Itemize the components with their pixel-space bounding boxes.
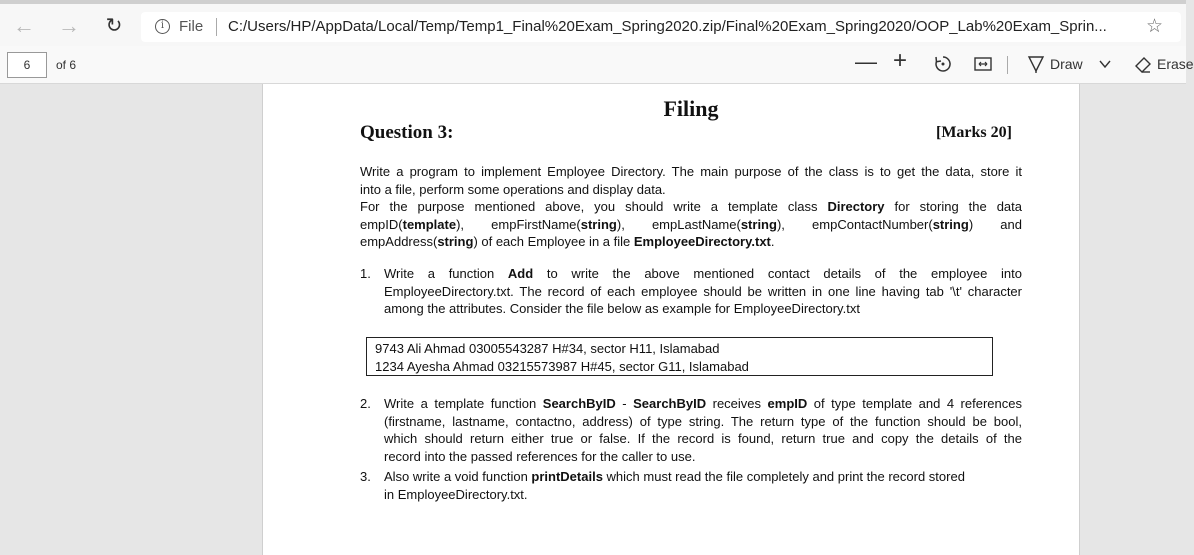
draw-pen-icon[interactable] (1027, 54, 1045, 79)
list-number: 3. (360, 469, 371, 484)
browser-top-bar (0, 0, 1186, 46)
list-number: 2. (360, 396, 371, 411)
address-bar[interactable] (141, 12, 1181, 42)
page-number-input[interactable]: 6 (7, 52, 47, 78)
attribute-word: empID(template), (360, 216, 465, 232)
intro-line: For the purpose mentioned above, you should write a template class Directory for storing the data (360, 199, 1022, 214)
rotate-icon[interactable] (933, 54, 953, 79)
forward-arrow-icon[interactable]: → (58, 13, 80, 38)
document-heading: Filing (663, 96, 719, 121)
intro-line: into a file, perform some operations and display data. (360, 181, 666, 197)
intro-attributes-line (360, 216, 1022, 234)
favorite-star-icon[interactable]: ☆ (1145, 16, 1163, 37)
marks-label: [Marks 20] (936, 124, 1012, 141)
refresh-icon[interactable]: ↻ (105, 15, 123, 37)
attribute-word: empFirstName(string), (491, 216, 625, 232)
info-icon[interactable]: i (155, 19, 170, 34)
toolbar-separator (1007, 56, 1008, 74)
intro-line: Write a program to implement Employee Directory. The main purpose of the class is to get the data, store it (360, 164, 1022, 179)
intro-paragraph (360, 163, 1022, 251)
chevron-down-icon[interactable] (1098, 56, 1112, 76)
pdf-page: Filing Question 3: [Marks 20] Write a program to implement Employee Directory. The main purpose of the class is to get the data, store it into a file, perform some operations and display data. For the purpose mentioned above, you should write a template class Directory for storing the data empID(template), empFirstName(string), empLastName(string), empContactNumber(string) and empAddress(string) of each Employee in a file EmployeeDirectory.txt. 1. Write a function Add to write the above mentioned contact details of the employee into EmployeeDirectory.txt. The record of each employee should be written in one line having tab '\t' character among the attributes. Consider the file below as example for EmployeeDirectory.txt 9743 Ali Ahmad 03005543287 H#34, sector H11, Islamabad 1234 Ayesha Ahmad 03215573987 H#45, sector G11, Islamabad 2. Write a template function SearchByID - SearchByID receives empID of type template and 4 references (firstname, lastname, contactno, address) of type string. The return type of the function should be bool, which should return either true or false. If the record is found, return true and copy the details of the record into the passed references for the caller to use. 3. Also write a void function printDetails which must read the file completely and print the record stored in EmployeeDirectory.txt. (262, 84, 1080, 555)
example-record: 9743 Ali Ahmad 03005543287 H#34, sector H11, Islamabad (375, 341, 720, 356)
erase-label[interactable]: Erase (1157, 56, 1194, 72)
eraser-icon[interactable] (1133, 54, 1153, 79)
question-title: Question 3: (360, 122, 454, 143)
intro-line: empAddress(string) of each Employee in a file EmployeeDirectory.txt. (360, 234, 775, 249)
url-text[interactable]: C:/Users/HP/AppData/Local/Temp/Temp1_Final%20Exam_Spring2020.zip/Final%20Exam_Spring2020/OOP_Lab%20Exam_Sprin... (228, 18, 1107, 35)
zoom-out-icon[interactable]: — (855, 49, 877, 74)
draw-label[interactable]: Draw (1050, 56, 1083, 72)
pdf-toolbar (0, 46, 1194, 84)
zoom-in-icon[interactable]: + (893, 47, 908, 74)
fit-page-icon[interactable] (973, 54, 993, 79)
example-file-box (366, 337, 993, 376)
attribute-word: empContactNumber(string) (812, 216, 974, 232)
attribute-word: and (1000, 216, 1022, 232)
page-count-label: of 6 (56, 58, 77, 72)
example-record: 1234 Ayesha Ahmad 03215573987 H#45, sector G11, Islamabad (375, 358, 749, 374)
address-separator (216, 18, 217, 36)
attribute-word: empLastName(string), (651, 216, 785, 232)
list-number: 1. (360, 266, 371, 281)
file-label: File (179, 18, 204, 35)
back-arrow-icon[interactable]: ← (13, 13, 35, 38)
